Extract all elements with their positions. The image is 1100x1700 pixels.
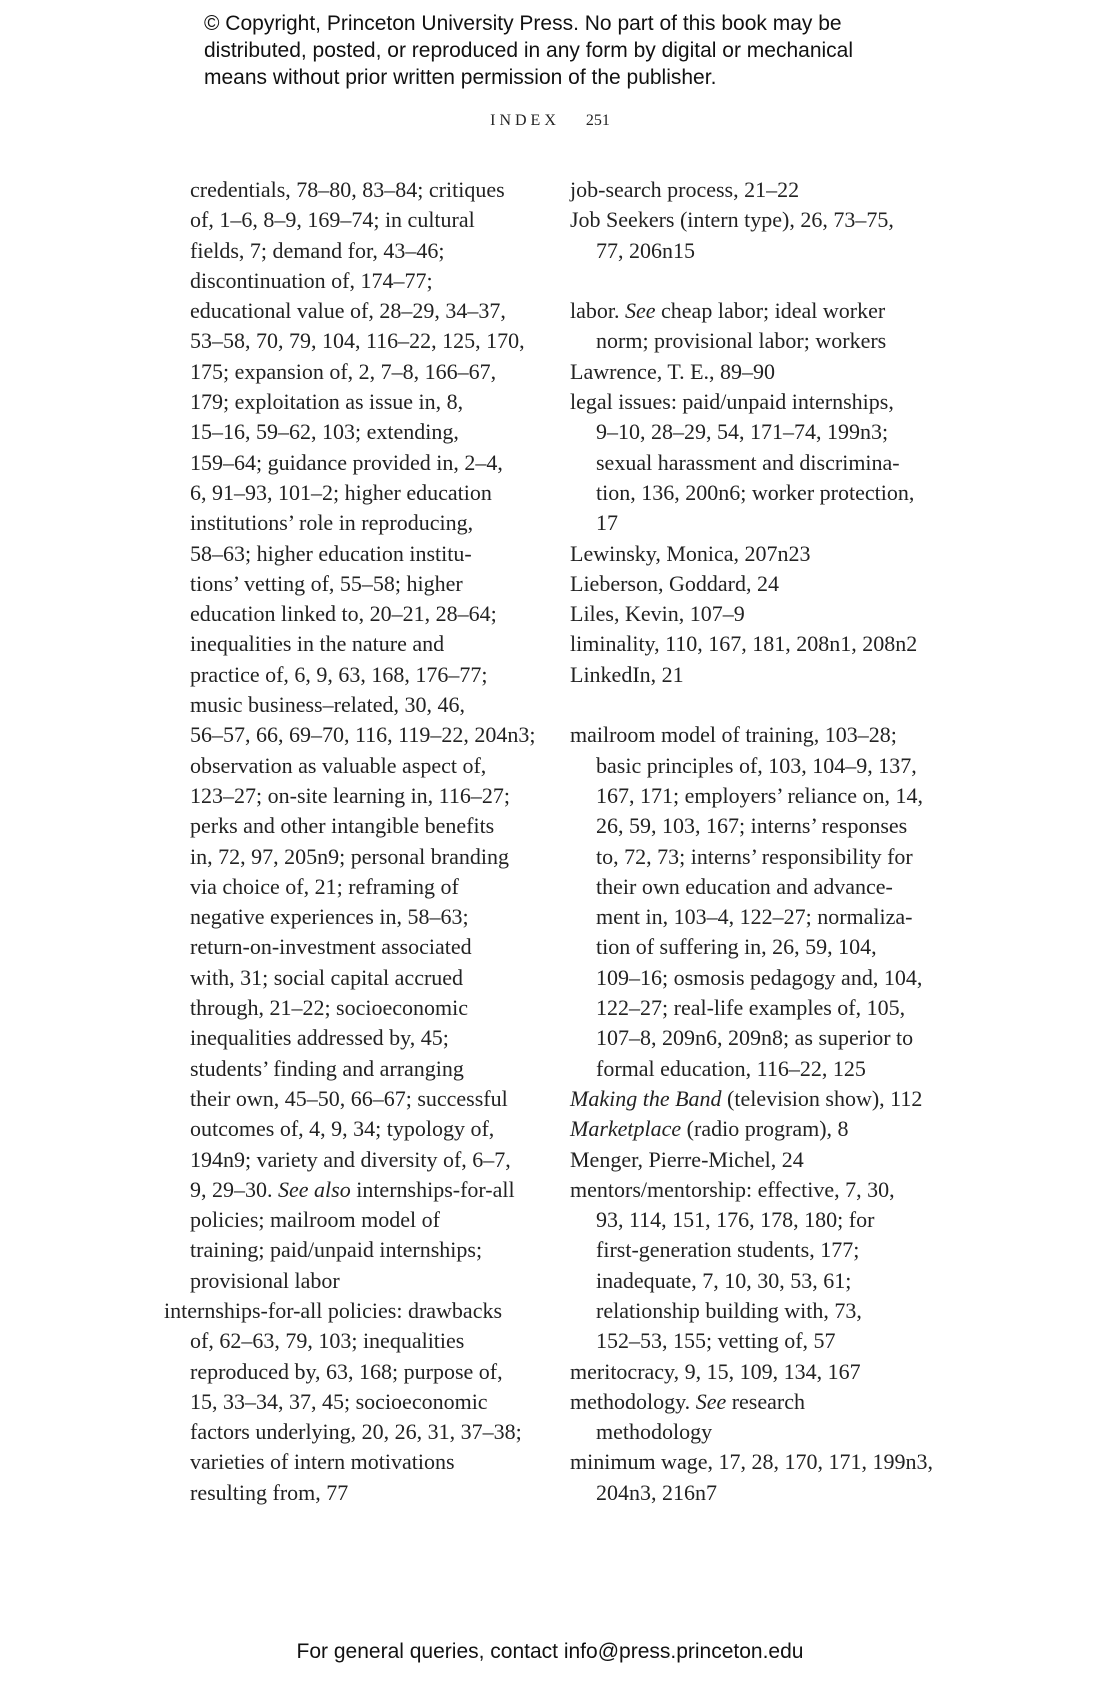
entry-line: inequalities addressed by, 45; xyxy=(190,1025,449,1051)
entry-locators: (television show), 112 xyxy=(721,1085,923,1111)
entry-line: liminality, 110, 167, 181, 208n1, 208n2 xyxy=(570,631,918,657)
entry-line: practice of, 6, 9, 63, 168, 176–77; xyxy=(190,661,488,687)
entry-line: of, 1–6, 8–9, 169–74; in cultural xyxy=(190,207,475,233)
index-entry xyxy=(570,1114,960,1144)
index-entry xyxy=(570,539,960,569)
entry-line: return-on-investment associated xyxy=(190,934,472,960)
see-also-prefix: 9, 29–30. xyxy=(190,1176,278,1202)
work-title: Making the Band xyxy=(570,1085,722,1111)
index-entry xyxy=(570,1145,960,1175)
entry-line: 93, 114, 151, 176, 178, 180; for xyxy=(596,1207,875,1233)
entry-line: tions’ vetting of, 55–58; higher xyxy=(190,570,463,596)
index-entry xyxy=(570,1357,960,1387)
entry-line: norm; provisional labor; workers xyxy=(596,328,887,354)
see-label: See xyxy=(695,1388,727,1414)
entry-heading: methodology. xyxy=(570,1388,696,1414)
entry-line: LinkedIn, 21 xyxy=(570,661,684,687)
entry-line: 179; exploitation as issue in, 8, xyxy=(190,389,464,415)
entry-line: Job Seekers (intern type), 26, 73–75, xyxy=(570,207,894,233)
index-column-right xyxy=(570,175,960,1508)
entry-line: via choice of, 21; reframing of xyxy=(190,873,459,899)
index-column-left xyxy=(164,175,544,1508)
entry-line: training; paid/unpaid internships; xyxy=(190,1237,483,1263)
index-entry xyxy=(570,357,960,387)
index-entry xyxy=(570,569,960,599)
entry-line: legal issues: paid/unpaid internships, xyxy=(570,389,894,415)
index-entry xyxy=(570,599,960,629)
entry-line: their own, 45–50, 66–67; successful xyxy=(190,1085,508,1111)
work-title: Marketplace xyxy=(570,1116,682,1142)
copyright-line: means without prior written permission of the publisher. xyxy=(204,66,717,89)
index-entry xyxy=(570,720,960,1084)
entry-line: credentials, 78–80, 83–84; critiques xyxy=(190,177,505,202)
entry-line: basic principles of, 103, 104–9, 137, xyxy=(596,752,917,778)
entry-line: methodology xyxy=(596,1419,713,1445)
entry-line: Liles, Kevin, 107–9 xyxy=(570,601,745,627)
entry-line: relationship building with, 73, xyxy=(596,1297,862,1323)
see-label: See xyxy=(625,298,656,324)
copyright-notice xyxy=(204,10,924,91)
index-entry xyxy=(164,1296,544,1508)
entry-line: formal education, 116–22, 125 xyxy=(596,1055,866,1081)
entry-line: 53–58, 70, 79, 104, 116–22, 125, 170, xyxy=(190,328,525,354)
entry-line: 15, 33–34, 37, 45; socioeconomic xyxy=(190,1388,488,1414)
see-also-line xyxy=(164,1175,544,1205)
see-reference-line xyxy=(570,296,960,326)
entry-line: Lieberson, Goddard, 24 xyxy=(570,570,779,596)
entry-line: Lawrence, T. E., 89–90 xyxy=(570,358,776,384)
entry-line: 58–63; higher education institu- xyxy=(190,540,472,566)
entry-line: ment in, 103–4, 122–27; normaliza- xyxy=(596,904,913,930)
entry-line: reproduced by, 63, 168; purpose of, xyxy=(190,1358,503,1384)
entry-line: 56–57, 66, 69–70, 116, 119–22, 204n3; xyxy=(190,722,536,748)
index-entry xyxy=(570,660,960,690)
entry-line: perks and other intangible benefits xyxy=(190,813,495,839)
index-entry xyxy=(570,175,960,205)
entry-line: 204n3, 216n7 xyxy=(596,1479,717,1505)
running-head xyxy=(0,112,1100,130)
entry-line: students’ finding and arranging xyxy=(190,1055,464,1081)
entry-line: 167, 171; employers’ reliance on, 14, xyxy=(596,782,924,808)
letter-group-gap xyxy=(570,266,960,296)
entry-line: in, 72, 97, 205n9; personal branding xyxy=(190,843,509,869)
entry-line: outcomes of, 4, 9, 34; typology of, xyxy=(190,1116,495,1142)
entry-line: meritocracy, 9, 15, 109, 134, 167 xyxy=(570,1358,861,1384)
footer-contact: For general queries, contact info@press.princeton.edu xyxy=(296,1640,804,1663)
entry-line: factors underlying, 20, 26, 31, 37–38; xyxy=(190,1419,522,1445)
see-target: research xyxy=(726,1388,805,1414)
entry-line: tion of suffering in, 26, 59, 104, xyxy=(596,934,877,960)
entry-line: policies; mailroom model of xyxy=(190,1207,440,1233)
see-also-label: See also xyxy=(278,1176,351,1202)
entry-line: job-search process, 21–22 xyxy=(570,177,800,202)
entry-line: educational value of, 28–29, 34–37, xyxy=(190,298,506,324)
entry-line: tion, 136, 200n6; worker protection, xyxy=(596,479,915,505)
section-label: INDEX xyxy=(490,112,560,129)
entry-line: 77, 206n15 xyxy=(596,237,695,263)
index-entry xyxy=(570,296,960,357)
titled-entry-line xyxy=(570,1084,960,1114)
entry-line: mailroom model of training, 103–28; xyxy=(570,722,897,748)
entry-line: institutions’ role in reproducing, xyxy=(190,510,474,536)
entry-line: 152–53, 155; vetting of, 57 xyxy=(596,1328,836,1354)
entry-line: through, 21–22; socioeconomic xyxy=(190,995,469,1021)
entry-line: 26, 59, 103, 167; interns’ responses xyxy=(596,813,908,839)
entry-line: 107–8, 209n6, 209n8; as superior to xyxy=(596,1025,914,1051)
entry-line: to, 72, 73; interns’ responsibility for xyxy=(596,843,913,869)
entry-line: of, 62–63, 79, 103; inequalities xyxy=(190,1328,465,1354)
index-entry xyxy=(570,629,960,659)
page-number: 251 xyxy=(585,112,610,129)
entry-line: negative experiences in, 58–63; xyxy=(190,904,469,930)
see-also-target: internships-for-all xyxy=(350,1176,515,1202)
entry-line: 194n9; variety and diversity of, 6–7, xyxy=(190,1146,511,1172)
titled-entry-line xyxy=(570,1114,960,1144)
entry-line: inadequate, 7, 10, 30, 53, 61; xyxy=(596,1267,852,1293)
index-entry xyxy=(570,1447,960,1508)
entry-line: mentors/mentorship: effective, 7, 30, xyxy=(570,1176,895,1202)
entry-line: 109–16; osmosis pedagogy and, 104, xyxy=(596,964,923,990)
index-entry xyxy=(570,1175,960,1357)
entry-locators: (radio program), 8 xyxy=(681,1116,849,1142)
entry-line: sexual harassment and discrimina- xyxy=(596,449,900,475)
entry-line: 123–27; on-site learning in, 116–27; xyxy=(190,782,510,808)
entry-line: with, 31; social capital accrued xyxy=(190,964,464,990)
entry-line: their own education and advance- xyxy=(596,873,893,899)
index-entry xyxy=(570,1387,960,1448)
see-reference-line xyxy=(570,1387,960,1417)
entry-line: 159–64; guidance provided in, 2–4, xyxy=(190,449,503,475)
entry-line: observation as valuable aspect of, xyxy=(190,752,487,778)
copyright-line: © Copyright, Princeton University Press. No part of this book may be xyxy=(204,12,842,35)
entry-line: music business–related, 30, 46, xyxy=(190,692,465,718)
entry-line: provisional labor xyxy=(190,1267,340,1293)
see-target: cheap labor; ideal worker xyxy=(655,298,886,324)
entry-line: Lewinsky, Monica, 207n23 xyxy=(570,540,811,566)
index-entry xyxy=(570,387,960,538)
entry-heading: labor. xyxy=(570,298,625,324)
entry-line: fields, 7; demand for, 43–46; xyxy=(190,237,445,263)
entry-line: minimum wage, 17, 28, 170, 171, 199n3, xyxy=(570,1449,933,1475)
letter-group-gap xyxy=(570,690,960,720)
entry-line: 122–27; real-life examples of, 105, xyxy=(596,995,906,1021)
copyright-line: distributed, posted, or reproduced in any form by digital or mechanical xyxy=(204,39,854,62)
entry-line: 6, 91–93, 101–2; higher education xyxy=(190,479,492,505)
entry-line: varieties of intern motivations xyxy=(190,1449,455,1475)
entry-line: 17 xyxy=(596,510,618,536)
entry-line: Menger, Pierre-Michel, 24 xyxy=(570,1146,804,1172)
entry-line: first-generation students, 177; xyxy=(596,1237,860,1263)
entry-line: 15–16, 59–62, 103; extending, xyxy=(190,419,459,445)
entry-line: discontinuation of, 174–77; xyxy=(190,267,433,293)
index-entry xyxy=(570,205,960,266)
index-entry xyxy=(570,1084,960,1114)
entry-line: inequalities in the nature and xyxy=(190,631,445,657)
entry-line: 9–10, 28–29, 54, 171–74, 199n3; xyxy=(596,419,889,445)
index-entry xyxy=(164,175,544,1296)
entry-line: education linked to, 20–21, 28–64; xyxy=(190,601,497,627)
entry-line: internships-for-all policies: drawbacks xyxy=(164,1297,503,1323)
entry-line: resulting from, 77 xyxy=(190,1479,349,1505)
entry-line: 175; expansion of, 2, 7–8, 166–67, xyxy=(190,358,497,384)
